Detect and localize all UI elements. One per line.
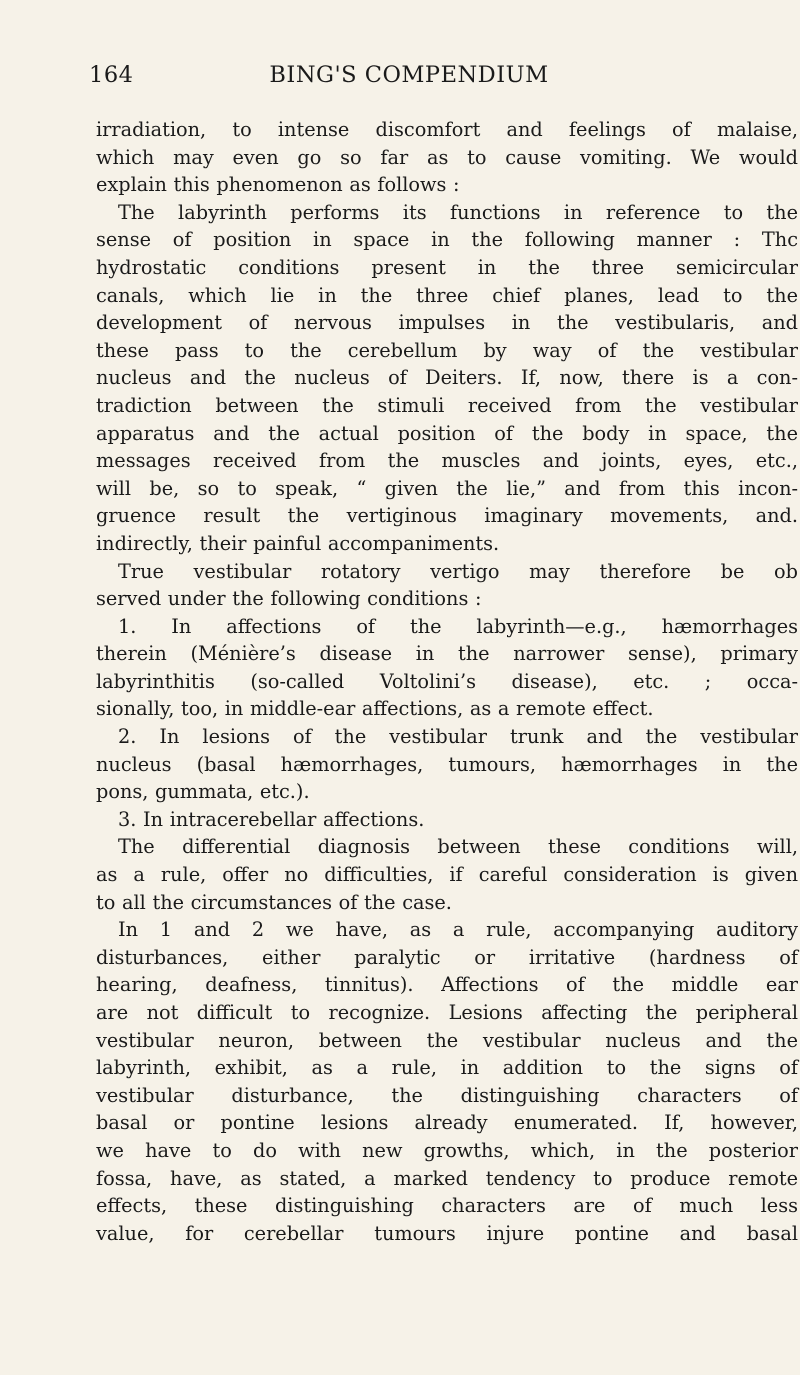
text-line: hearing, deafness, tinnitus). Affections of the middle ear [96,973,798,997]
text-line: irradiation, to intense discomfort and feelings of malaise, [96,118,798,141]
text-line: value, for cerebellar tumours injure pontine and basal [96,1221,798,1245]
text-line: to all the circumstances of the case. [96,890,452,914]
text-line: therein (Ménière’s disease in the narrower sense), primary [96,642,798,666]
text-line: messages received from the muscles and joints, eyes, etc., [96,449,798,473]
text-line: nucleus and the nucleus of Deiters. If, now, there is a con- [96,366,798,390]
running-head [89,62,729,98]
body-text [96,116,798,1247]
text-line: apparatus and the actual position of the body in space, the [96,421,798,445]
text-line: labyrinthitis (so-called Voltolini’s disease), etc. ; occa- [96,669,798,693]
text-line: these pass to the cerebellum by way of the vestibular [96,338,798,362]
text-line: In 1 and 2 we have, as a rule, accompanying auditory [118,918,798,942]
text-line: vestibular disturbance, the distinguishing characters of [96,1083,798,1107]
text-line: served under the following conditions : [96,587,482,611]
text-line: pons, gummata, etc.). [96,780,310,804]
text-line: vestibular neuron, between the vestibular nucleus and the [96,1028,798,1052]
text-line: tradiction between the stimuli received from the vestibular [96,393,798,417]
text-line: effects, these distinguishing characters are of much less [96,1194,798,1218]
text-line: will be, so to speak, “ given the lie,” and from this incon- [96,476,798,500]
text-line: hydrostatic conditions present in the three semicircular [96,255,798,279]
text-line: fossa, have, as stated, a marked tendency to produce remote [96,1166,798,1190]
text-line: nucleus (basal hæmorrhages, tumours, hæmorrhages in the [96,752,798,776]
text-line: explain this phenomenon as follows : [96,173,460,197]
text-line: sionally, too, in middle-ear affections, as a remote effect. [96,697,654,721]
text-line: development of nervous impulses in the vestibularis, and [96,311,798,335]
text-line: The differential diagnosis between these conditions will, [118,835,798,859]
text-line: basal or pontine lesions already enumerated. If, however, [96,1111,798,1135]
text-line: we have to do with new growths, which, in the posterior [96,1138,798,1162]
text-line: The labyrinth performs its functions in reference to the [118,200,798,224]
text-line: indirectly, their painful accompaniments. [96,531,500,555]
text-line: 3. In intracerebellar affections. [118,807,425,831]
text-line: gruence result the vertiginous imaginary movements, and. [96,504,798,528]
book-title: BING'S COMPENDIUM [269,62,549,88]
text-line: are not difficult to recognize. Lesions affecting the peripheral [96,1001,798,1024]
text-line: 1. In affections of the labyrinth—e.g., hæmorrhages [118,614,798,638]
text-line: disturbances, either paralytic or irritative (hardness of [96,945,798,969]
text-line: labyrinth, exhibit, as a rule, in addition to the signs of [96,1056,798,1080]
text-line: canals, which lie in the three chief planes, lead to the [96,283,798,307]
text-line: 2. In lesions of the vestibular trunk and the vestibular [118,725,798,749]
page-number: 164 [89,62,134,88]
text-line: as a rule, offer no difficulties, if careful consideration is given [96,863,798,887]
text-line: which may even go so far as to cause vomiting. We would [96,145,798,169]
text-line: True vestibular rotatory vertigo may therefore be ob [118,559,798,583]
text-line: sense of position in space in the following manner : Thc [96,228,798,252]
